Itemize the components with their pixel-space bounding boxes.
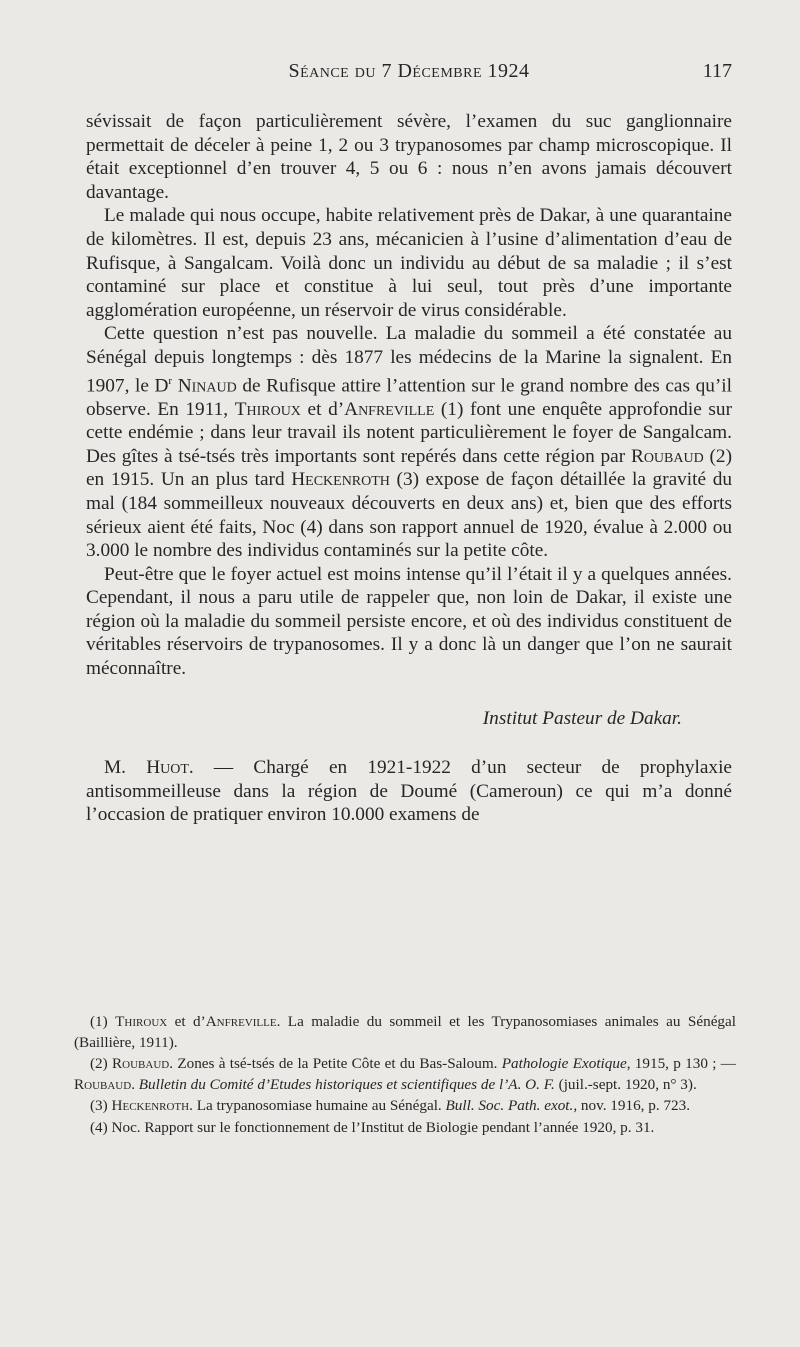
author-name: Roubaud xyxy=(112,1055,170,1072)
author-name: Anfreville xyxy=(344,398,435,420)
page-header xyxy=(86,60,732,90)
paragraph-5 xyxy=(86,756,732,827)
journal-title: Bull. Soc. Path. exot. xyxy=(445,1097,574,1114)
text-run: (2) en 1915. Un an plus tard xyxy=(86,445,732,491)
paragraph-3 xyxy=(86,322,732,562)
footnote-marker: (2) xyxy=(90,1055,113,1072)
footnote-3 xyxy=(74,1096,736,1117)
journal-title: Pathologie Exotique xyxy=(501,1055,627,1072)
text-run: (3) expose de façon détaillée la gravité du mal (184 sommeilleux nouveaux découverts en deux ans) et, bien que des efforts sérieux aient été faits, Noc (4) dans son rapport annuel de 1920, évalue à 2.000 ou 3.000 le nombre des individus contaminés sur la petite côte. xyxy=(86,469,732,562)
footnotes xyxy=(74,1012,736,1139)
text-run: , 1915, p 130 ; — xyxy=(626,1055,736,1072)
running-head: Séance du 7 Décembre 1924 xyxy=(288,60,530,82)
journal-title: Bulletin du Comité d’Etudes historiques et scientifiques de l’A. O. F. xyxy=(138,1075,555,1093)
text-run: . La trypanosomiase humaine au Sénégal. xyxy=(189,1097,446,1114)
author-name: Heckenroth xyxy=(111,1097,190,1114)
text-run: de Rufisque attire l’attention sur le grand nombre des cas qu’il observe. En 1911, xyxy=(86,374,732,420)
text-run: M. xyxy=(104,757,147,779)
text-run: . Zones à tsé-tsés de la Petite Côte et du Bas-Saloum. xyxy=(169,1055,502,1072)
author-name: Ninaud xyxy=(177,374,237,396)
paragraph-4: Peut-être que le foyer actuel est moins intense qu’il l’était il y a quelques années. Cependant, il nous a paru utile de rappeler que, non loin de Dakar, il existe une région où la maladie du sommeil persiste encore, et où des individus constituent de véritables réservoirs de trypanosomes. Il y a donc là un danger que l’on ne saurait méconnaître. xyxy=(86,563,732,680)
institution-signature: Institut Pasteur de Dakar. xyxy=(482,707,682,729)
text-run: , nov. 1916, p. 723. xyxy=(573,1097,691,1114)
speaker-name: Huot xyxy=(146,757,189,779)
text-run: (1) font une enquête approfondie sur cette endémie ; dans leur travail ils notent particulièrement le foyer de Sangalcam. Des gîtes à tsé-tsés très importants sont repérés dans cette région par xyxy=(86,398,732,467)
footnote-1 xyxy=(74,1012,736,1053)
page-number: 117 xyxy=(702,60,732,82)
text-run: Cette question n’est pas nouvelle. La maladie du sommeil a été constatée au Sénégal depuis longtemps : dès 1877 les médecins de la Marine la signalent. En 1907, le D xyxy=(86,323,732,396)
author-name: Thiroux xyxy=(234,398,301,420)
footnote-2 xyxy=(74,1054,736,1095)
text-run: . xyxy=(131,1075,139,1093)
text-run: . La maladie du sommeil et les Trypanosomiases animales au Sénégal (Baillière, 1911). xyxy=(74,1013,736,1051)
author-name: Heckenroth xyxy=(291,469,390,491)
text-run: et d’ xyxy=(167,1013,206,1030)
superscript: r xyxy=(168,374,173,387)
footnote-marker: (3) xyxy=(90,1097,112,1114)
author-name: Thiroux xyxy=(115,1013,168,1030)
paragraph-1: sévissait de façon particulièrement sévère, l’examen du suc ganglionnaire permettait de déceler à peine 1, 2 ou 3 trypanosomes par champ microscopique. Il était exceptionnel d’en trouver 4, 5 ou 6 : nous n’en avons jamais découvert davantage. xyxy=(86,111,732,203)
author-name: Roubaud xyxy=(630,445,704,467)
footnote-4: (4) Noc. Rapport sur le fonctionnement de l’Institut de Biologie pendant l’année 1920, p. 31. xyxy=(90,1118,655,1136)
main-text xyxy=(86,110,732,827)
author-name: Roubaud xyxy=(74,1075,132,1093)
text-run: (juil.-sept. 1920, n° 3). xyxy=(554,1075,697,1093)
paragraph-2: Le malade qui nous occupe, habite relativement près de Dakar, à une quarantaine de kilomètres. Il est, depuis 23 ans, mécanicien à l’usine d’alimentation d’eau de Rufisque, à Sangalcam. Voilà donc un individu au début de sa maladie ; il s’est contaminé sur place et constitue à lui seul, tout près d’une importante agglomération européenne, un réservoir de virus considérable. xyxy=(86,205,732,321)
author-name: Anfreville xyxy=(205,1013,277,1030)
text-run: et d’ xyxy=(300,398,345,420)
footnote-marker: (1) xyxy=(90,1013,116,1030)
text-run: . — Chargé en 1921-1922 d’un secteur de prophylaxie antisommeilleuse dans la région de Doumé (Cameroun) ce qui m’a donné l’occasion de pratiquer environ 10.000 examens de xyxy=(86,757,732,826)
